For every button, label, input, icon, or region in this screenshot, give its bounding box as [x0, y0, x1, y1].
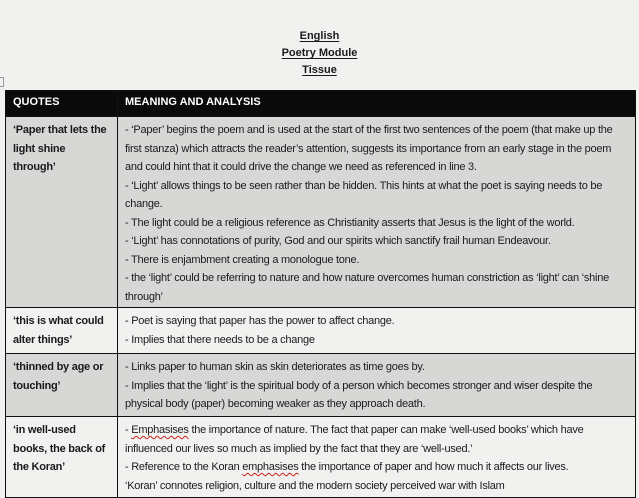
analysis-point — [125, 232, 627, 251]
quotes-analysis-table — [5, 90, 636, 498]
title-poetry-module: Poetry Module — [281, 47, 358, 59]
text-segment: - Implies that there needs to be a change — [125, 333, 315, 346]
analysis-point — [125, 312, 627, 331]
text-segment: - Reference to the Koran — [125, 461, 243, 473]
analysis-text — [125, 312, 627, 349]
quote-cell — [6, 417, 118, 498]
analysis-point — [125, 214, 627, 233]
analysis-point — [125, 121, 627, 177]
analysis-point — [125, 177, 627, 214]
text-segment: ‘Koran’ connotes religion, culture and the modern society perceived war with Islam — [125, 479, 505, 492]
table-resize-handle-icon[interactable] — [0, 77, 4, 87]
text-segment: - ‘Light’ has connotations of purity, God and our spirits which sanctify frail human Endeavour. — [125, 235, 551, 247]
title-tissue: Tissue — [302, 64, 337, 76]
text-segment: - the ‘light’ could be referring to nature and how nature overcomes human constriction as ‘light’ can ‘shine through’ — [125, 272, 609, 303]
table-row — [6, 308, 636, 354]
analysis-point — [125, 377, 627, 413]
text-segment: - — [125, 424, 132, 436]
quote-cell — [6, 117, 118, 308]
quote-text: ‘Paper that lets the light shine through’ — [13, 124, 107, 173]
analysis-point — [125, 251, 627, 270]
table-row — [6, 417, 636, 498]
title-english: English — [299, 30, 340, 42]
misspelled-word: Emphasises — [131, 424, 189, 436]
misspelled-word: emphasises — [242, 461, 299, 473]
table-row — [6, 354, 636, 417]
analysis-point — [125, 358, 627, 377]
document-titles — [0, 28, 639, 79]
text-segment: - Implies that the ‘light’ is the spiritual body of a person which becomes stronger and wiser despite the physical body (paper) becoming weaker as they approach death. — [125, 379, 593, 410]
text-segment: - Poet is saying that paper has the power to affect change. — [125, 315, 395, 327]
analysis-point — [125, 331, 627, 350]
text-segment: the importance of paper and how much it affects our lives. — [298, 461, 569, 473]
column-header-quotes: QUOTES — [6, 91, 118, 117]
text-segment: the importance of nature. The fact that paper can make ‘well-used books’ which have influenced our lives so much as implied by the fact that they are ‘well-used.’ — [125, 424, 584, 455]
analysis-cell — [118, 417, 636, 498]
analysis-point — [125, 458, 627, 477]
analysis-cell — [118, 354, 636, 417]
analysis-cell — [118, 308, 636, 354]
quote-cell — [6, 308, 118, 354]
analysis-point — [125, 269, 627, 303]
table-row — [6, 117, 636, 308]
analysis-text — [125, 121, 627, 303]
quote-text: ‘thinned by age or touching’ — [13, 361, 104, 392]
quote-text: ‘this is what could alter things’ — [13, 315, 104, 346]
analysis-text — [125, 421, 627, 493]
analysis-point — [125, 421, 627, 458]
analysis-cell — [118, 117, 636, 308]
text-segment: - The light could be a religious reference as Christianity asserts that Jesus is the light of the world. — [125, 216, 575, 229]
quote-text: ‘in well-used books, the back of the Koran’ — [13, 424, 106, 473]
text-segment: - ‘Light’ allows things to be seen rather than be hidden. This hints at what the poet is saying needs to be change. — [125, 179, 603, 210]
column-header-meaning-analysis: MEANING AND ANALYSIS — [118, 91, 636, 117]
text-segment: - Links paper to human skin as skin deteriorates as time goes by. — [125, 361, 425, 373]
text-segment: - There is enjambment creating a monologue tone. — [125, 253, 360, 266]
analysis-text — [125, 358, 627, 412]
text-segment: - ‘Paper’ begins the poem and is used at the start of the first two sentences of the poem (that make up the first stanza) which attracts the reader’s attention, suggests its importance from an early stage in the poem and could hint that it could drive the change we need as referenced in line 3. — [125, 124, 613, 173]
quote-cell — [6, 354, 118, 417]
table-header-row — [6, 91, 636, 117]
